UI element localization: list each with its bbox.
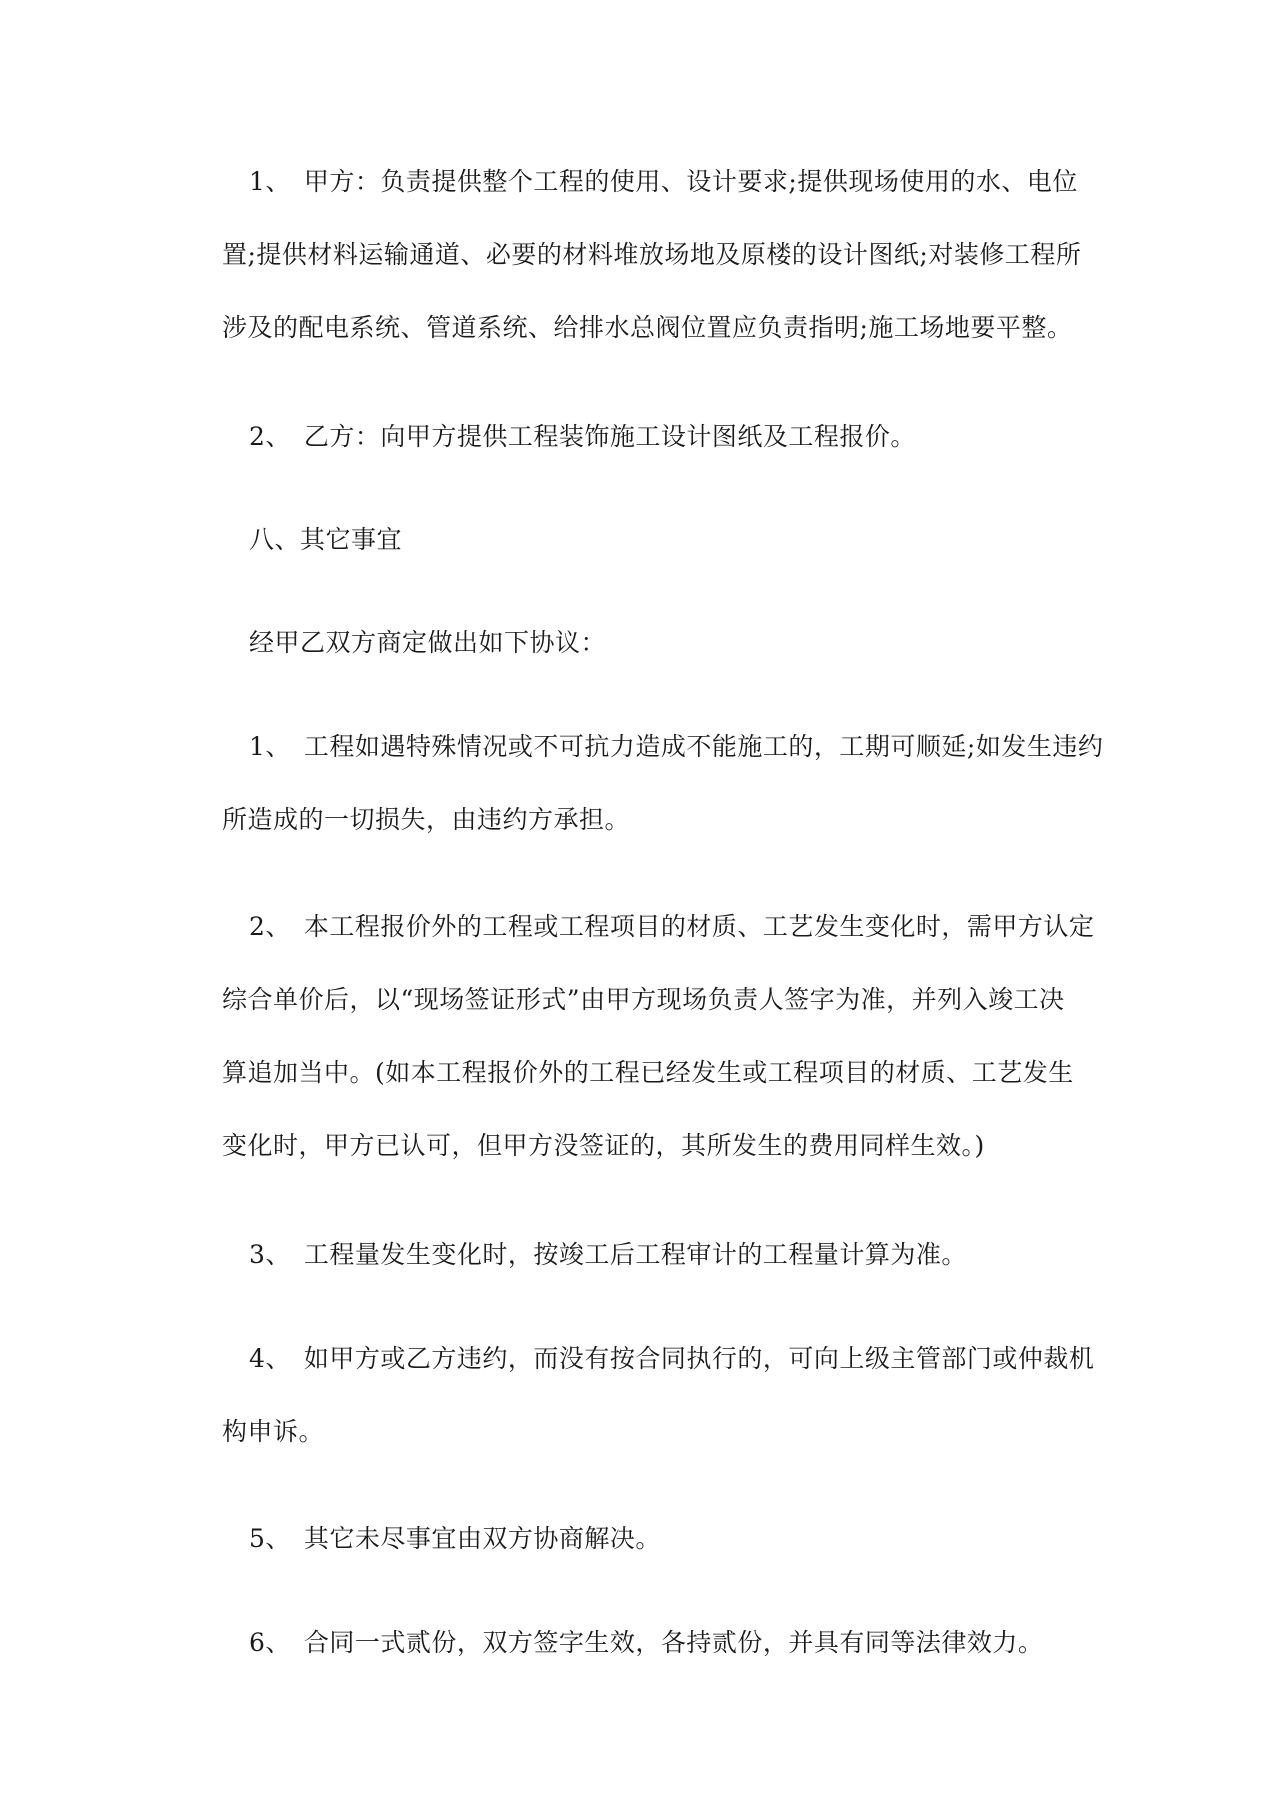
paragraph-clause-5 — [195, 1502, 1095, 1575]
text-line: 6、 合同一式贰份，双方签字生效，各持贰份，并具有同等法律效力。 — [249, 1628, 1044, 1657]
text-line: 4、 如甲方或乙方违约，而没有按合同执行的，可向上级主管部门或仲裁机 — [249, 1344, 1095, 1373]
text-line: 1、 工程如遇特殊情况或不可抗力造成不能施工的，工期可顺延;如发生违约 — [249, 732, 1104, 761]
text-line: 变化时，甲方已认可，但甲方没签证的，其所发生的费用同样生效。) — [222, 1131, 985, 1160]
paragraph-clause-1 — [195, 710, 1104, 856]
text-line: 综合单价后，以“现场签证形式”由甲方现场负责人签字为准，并列入竣工决 — [222, 985, 1065, 1014]
text-line: 5、 其它未尽事宜由双方协商解决。 — [249, 1524, 661, 1553]
text-line: 构申诉。 — [222, 1417, 325, 1446]
paragraph-party-a-duties — [195, 145, 1095, 364]
text-line: 涉及的配电系统、管道系统、给排水总阀位置应负责指明;施工场地要平整。 — [222, 313, 1073, 342]
paragraph-party-b-duties — [195, 400, 1095, 473]
section-heading-other-matters — [195, 503, 1095, 576]
paragraph-clause-3 — [195, 1218, 1095, 1291]
paragraph-clause-2 — [195, 890, 1095, 1182]
text-line: 八、其它事宜 — [249, 525, 403, 554]
text-line: 3、 工程量发生变化时，按竣工后工程审计的工程量计算为准。 — [249, 1240, 967, 1269]
text-line: 置;提供材料运输通道、必要的材料堆放场地及原楼的设计图纸;对装修工程所 — [222, 240, 1082, 269]
text-line: 2、 乙方：向甲方提供工程装饰施工设计图纸及工程报价。 — [249, 422, 916, 451]
text-line: 所造成的一切损失，由违约方承担。 — [222, 805, 631, 834]
paragraph-agreement-intro — [195, 606, 1095, 679]
text-line: 1、 甲方：负责提供整个工程的使用、设计要求;提供现场使用的水、电位 — [249, 167, 1078, 196]
text-line: 经甲乙双方商定做出如下协议： — [249, 628, 607, 657]
paragraph-clause-4 — [195, 1322, 1095, 1468]
paragraph-clause-6 — [195, 1606, 1095, 1679]
text-line: 算追加当中。(如本工程报价外的工程已经发生或工程项目的材质、工艺发生 — [222, 1058, 1074, 1087]
text-line: 2、 本工程报价外的工程或工程项目的材质、工艺发生变化时，需甲方认定 — [249, 912, 1095, 941]
